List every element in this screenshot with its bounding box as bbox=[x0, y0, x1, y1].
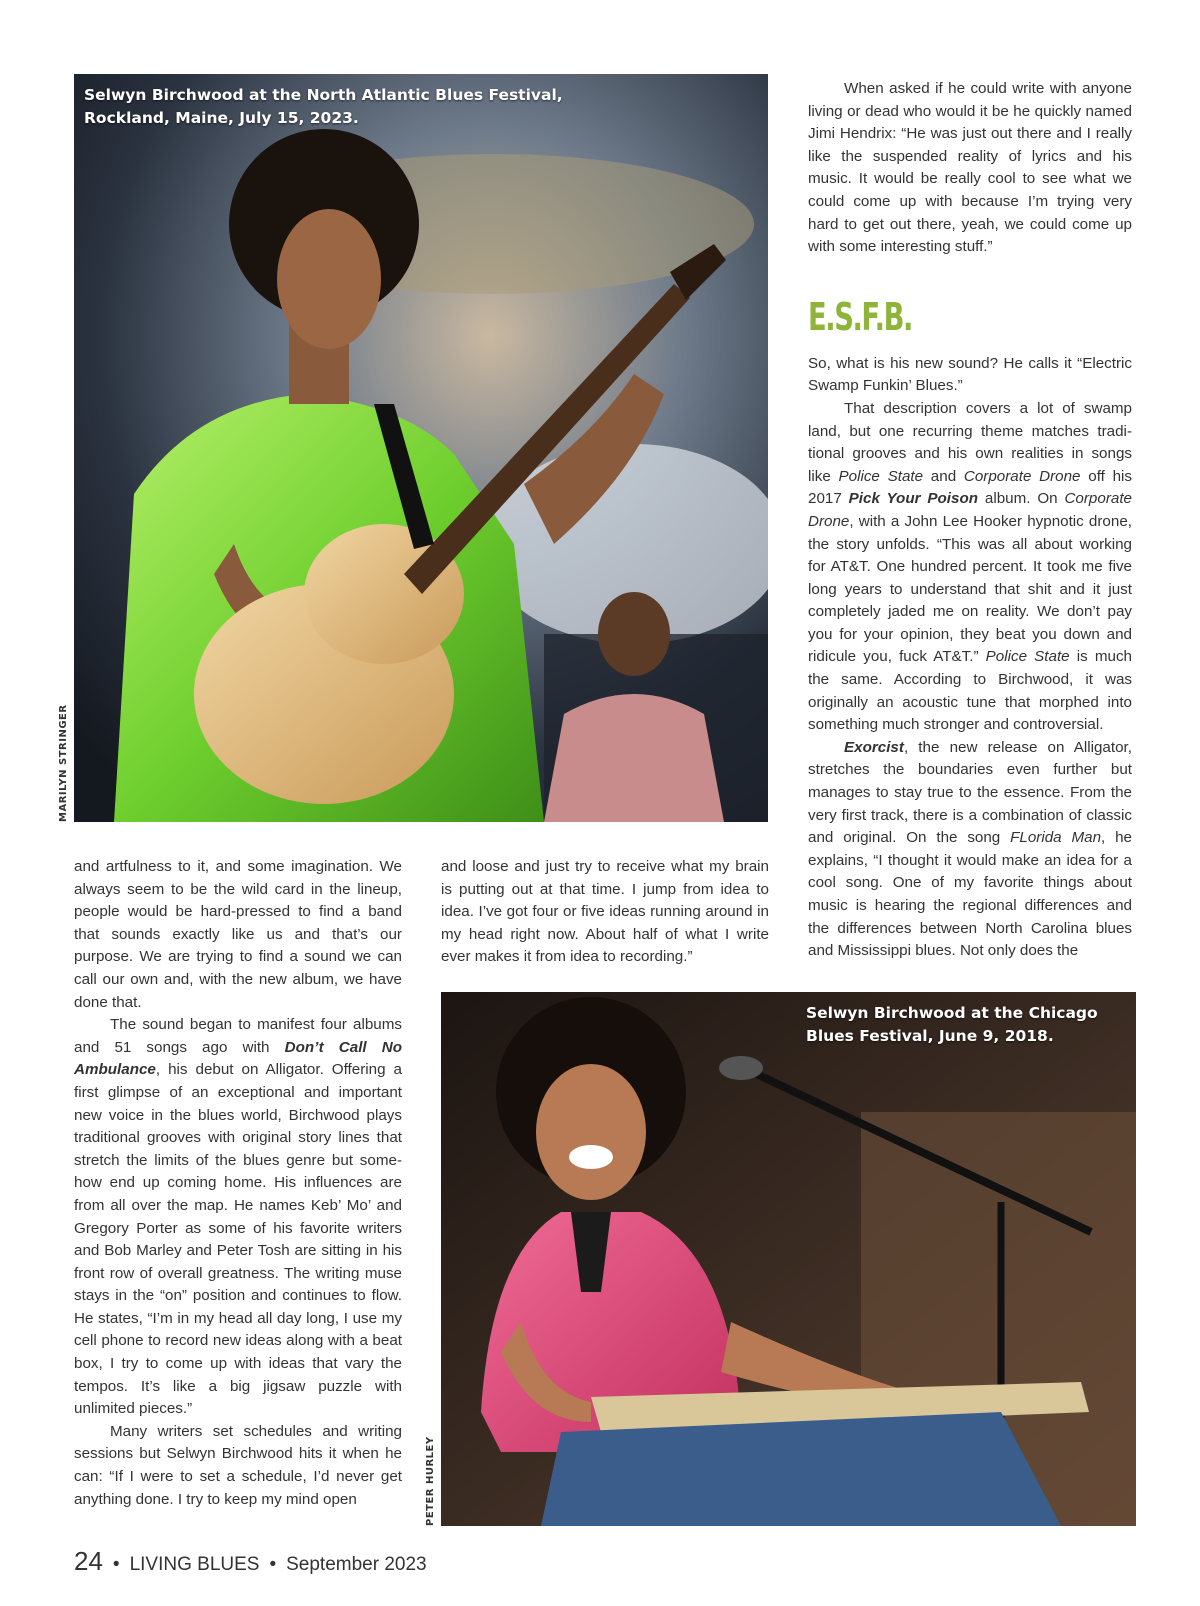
footer-bullet: • bbox=[269, 1554, 277, 1575]
footer-bullet: • bbox=[112, 1554, 120, 1575]
left-paragraph-2 bbox=[74, 1014, 402, 1421]
photo1-caption-line1: Selwyn Birchwood at the North Atlantic Blues Festival, bbox=[84, 86, 563, 104]
photo1-caption-line2: Rockland, Maine, July 15, 2023. bbox=[84, 109, 359, 127]
song-title: FLorida Man bbox=[1010, 829, 1102, 847]
album-title: Pick Your Poison bbox=[848, 490, 979, 508]
text-run: The sound began to manifest four albums and 51 songs ago with bbox=[74, 1016, 402, 1056]
middle-paragraph-1: and loose and just try to receive what my brain is putting out at that time. I jump from idea to idea. I’ve got four or five ideas running around in my head right now. About half of what I write ever makes it from idea to recording.” bbox=[441, 858, 769, 966]
left-column bbox=[74, 856, 402, 1511]
magazine-name: LIVING BLUES bbox=[129, 1554, 260, 1575]
text-run: , he explains, “I thought it would make an idea for a cool song. One of my favorite things about music is hearing the regional differences and the differences between North Carolina blues and Mississippi blues. Not only does the bbox=[808, 829, 1132, 960]
photo2-caption-line2: Blues Festival, June 9, 2018. bbox=[806, 1027, 1054, 1045]
text-run: , his debut on Alligator. Offering a first glimpse of an exceptional and important new voice in the blues world, Birchwood plays traditional grooves with original story lines that stretch the limits of the blues genre but somehow end up coming home. His influences are from all over the map. He names Keb’ Mo’ and Gregory Porter as some of his favorite writers and Bob Marley and Peter Tosh are sitting in his front row of overall greatness. The writing muse stays in the “on” position and continues to flow. He states, “I’m in my head all day long, I use my cell phone to record new ideas along with a beat box, I try to come up with ideas that vary the tempos. It’s like a big jigsaw puzzle with unlimited pieces.” bbox=[74, 1061, 402, 1418]
photo-guitarist-green-shirt bbox=[74, 74, 768, 822]
page-footer bbox=[74, 1546, 427, 1577]
album-title: Don’t Call No Ambulance bbox=[74, 1038, 402, 1079]
right-paragraph-3 bbox=[808, 398, 1132, 737]
right-paragraph-1: When asked if he could write with anyone living or dead who would it be he quickly named Jimi Hendrix: “He was just out there and I really like the suspended reality of lyrics and his music. It would be really cool to see what we could come up with because I’m trying very hard to get out there, yeah, we could come up with some interesting stuff.” bbox=[808, 80, 1132, 256]
text-run: is much the same. According to Birchwood, it was originally an acoustic tune that morphed into something much stronger and controversial. bbox=[808, 648, 1132, 734]
left-paragraph-1: and artfulness to it, and some imagination. We always seem to be the wild card in the lineup, people would be hard-pressed to find a band that sounds exactly like us and that’s our purpose. We are trying to find a sound we can call our own and, with the new album, we have done that. bbox=[74, 858, 402, 1011]
photo2-credit: PETER HURLEY bbox=[425, 1436, 436, 1526]
text-run: and bbox=[923, 467, 964, 485]
photo-north-atlantic-festival bbox=[74, 74, 768, 822]
photo2-caption-line1: Selwyn Birchwood at the Chicago bbox=[806, 1004, 1098, 1022]
right-paragraph-2: So, what is his new sound? He calls it “Electric Swamp Funkin’ Blues.” bbox=[808, 354, 1132, 395]
page-number: 24 bbox=[74, 1546, 103, 1576]
photo-chicago-festival bbox=[441, 992, 1136, 1526]
section-heading: E.S.F.B. bbox=[808, 294, 912, 339]
song-title: Police State bbox=[838, 467, 924, 485]
left-paragraph-3: Many writers set schedules and writing sessions but Selwyn Birchwood hits it when he can: “If I were to set a schedule, I’d never get anything done. I try to keep my mind open bbox=[74, 1422, 402, 1508]
song-title: Corporate Drone bbox=[963, 467, 1081, 485]
photo1-caption bbox=[84, 84, 563, 130]
middle-column bbox=[441, 856, 769, 969]
photo-lapsteel-pink-shirt bbox=[441, 992, 1136, 1526]
issue-date: September 2023 bbox=[286, 1554, 427, 1575]
song-title: Police State bbox=[985, 648, 1070, 666]
song-title: Corporate Drone bbox=[808, 490, 1132, 530]
text-run: That description covers a lot of swamp land, but one recurring theme matches traditional grooves and his own realities in songs like bbox=[808, 399, 1132, 485]
photo1-credit: MARILYN STRINGER bbox=[58, 704, 69, 822]
text-run: , with a John Lee Hooker hypnotic drone, the story unfolds. “This was all about working for AT&T. One hundred percent. It took me five long years to understand that shit and it just completely jaded me on reality. We don’t pay you for your opinion, they beat you down and ridicule you, fuck AT&T.” bbox=[808, 512, 1132, 666]
text-run: album. On bbox=[978, 490, 1065, 508]
text-run: , the new release on Alligator, stretches the boundaries even further but manages to stay true to the essence. From the very first track, there is a combination of classic and original. On the song bbox=[808, 738, 1132, 847]
right-paragraph-4 bbox=[808, 737, 1132, 963]
photo2-caption bbox=[806, 1002, 1098, 1048]
right-column bbox=[808, 78, 1132, 963]
album-title: Exorcist bbox=[844, 738, 904, 756]
text-run: off his 2017 bbox=[808, 467, 1132, 508]
